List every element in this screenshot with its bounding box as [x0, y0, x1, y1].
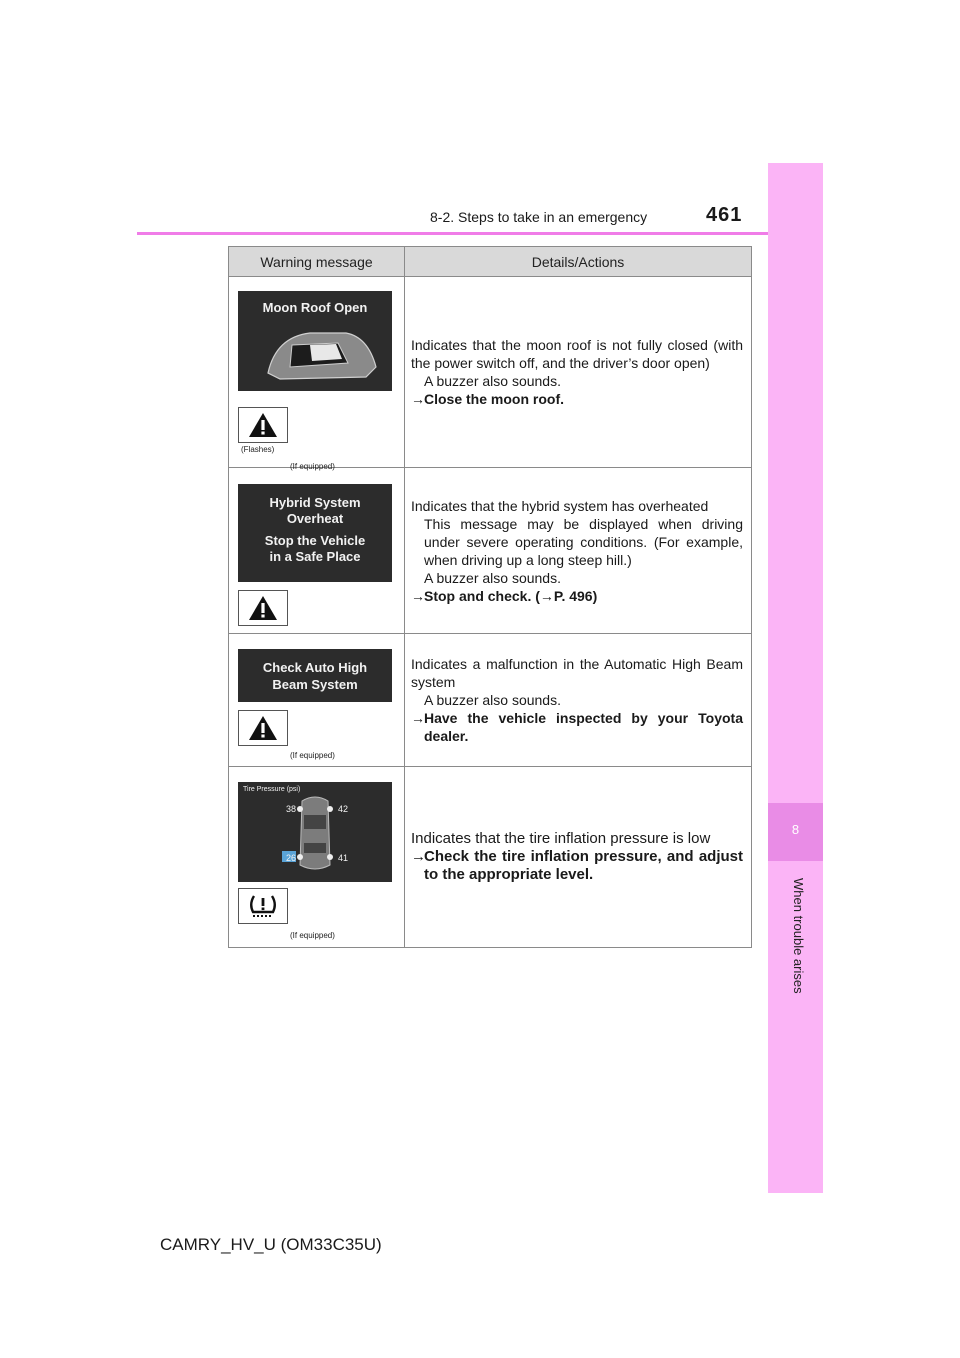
- tire-front-right: 42: [338, 804, 349, 814]
- table-row: [229, 634, 751, 767]
- car-top-view-icon: [238, 793, 392, 877]
- chapter-side-tab: [768, 163, 823, 1193]
- tire-front-left: 38: [286, 804, 297, 814]
- details-action: → Close the moon roof.: [411, 391, 564, 407]
- details-text: Indicates that the tire inflation pressure is low: [411, 830, 711, 847]
- display-tire-pressure: [238, 782, 392, 882]
- details-text: Indicates that the moon roof is not fully closed (with the power switch off, and the driver’s door open): [411, 337, 743, 371]
- details-text: Indicates that the hybrid system has overheated: [411, 497, 709, 514]
- details-sub-2: A buzzer also sounds.: [424, 569, 561, 586]
- display-moon-roof-open: [238, 291, 392, 391]
- warning-cell: [229, 468, 405, 633]
- details-cell: [405, 277, 751, 467]
- if-equipped-note: (If equipped): [290, 931, 335, 940]
- warning-triangle-icon: [238, 407, 288, 443]
- page-number: 461: [706, 204, 743, 226]
- col-header-details: Details/Actions: [531, 253, 625, 270]
- details-action: → Stop and check. (→P. 496): [411, 587, 598, 604]
- table-row: [229, 468, 751, 634]
- details-sub: This message may be displayed when driving under severe operating conditions. (For example, when driving up a long steep hill.): [424, 515, 743, 568]
- warning-triangle-icon: [238, 710, 288, 746]
- display-hybrid-overheat: Hybrid System Overheat Stop the Vehicle in a Safe Place: [238, 484, 392, 582]
- details-action: → Check the tire inflation pressure, and adjust to the appropriate level.: [411, 848, 743, 883]
- display-title: Tire Pressure (psi): [243, 786, 301, 793]
- table-header: [229, 247, 751, 277]
- details-text: Indicates a malfunction in the Automatic High Beam system: [411, 656, 743, 690]
- tire-pressure-warning-icon: [238, 888, 288, 924]
- flashes-note: (Flashes): [241, 445, 275, 454]
- display-auto-high-beam: Check Auto High Beam System: [238, 649, 392, 702]
- chapter-title: When trouble arises: [791, 878, 806, 994]
- table-row: [229, 277, 751, 471]
- details-cell: [405, 767, 751, 947]
- tire-rear-right: 41: [338, 853, 349, 863]
- details-sub: A buzzer also sounds.: [424, 373, 561, 389]
- details-action: → Have the vehicle inspected by your Toyota dealer.: [411, 710, 743, 744]
- model-code: CAMRY_HV_U (OM33C35U): [160, 1235, 382, 1254]
- if-equipped-note: (If equipped): [290, 751, 335, 760]
- section-title: 8-2. Steps to take in an emergency: [430, 209, 648, 225]
- warning-message-table: [228, 246, 752, 948]
- warning-cell: [229, 767, 405, 947]
- if-equipped-note: (If equipped): [290, 462, 335, 471]
- warning-triangle-icon: [238, 590, 288, 626]
- table-row: [229, 767, 751, 947]
- details-cell: [405, 634, 751, 766]
- chapter-number: 8: [791, 822, 800, 837]
- car-roof-icon: [240, 315, 390, 383]
- col-header-warning: Warning message: [229, 247, 405, 276]
- warning-cell: [229, 634, 405, 766]
- details-sub: A buzzer also sounds.: [424, 692, 561, 708]
- warning-cell: [229, 277, 405, 471]
- header-rule: [137, 232, 823, 235]
- details-cell: [405, 468, 751, 633]
- tire-rear-left: 26: [286, 853, 297, 863]
- display-title: Moon Roof Open: [262, 300, 368, 315]
